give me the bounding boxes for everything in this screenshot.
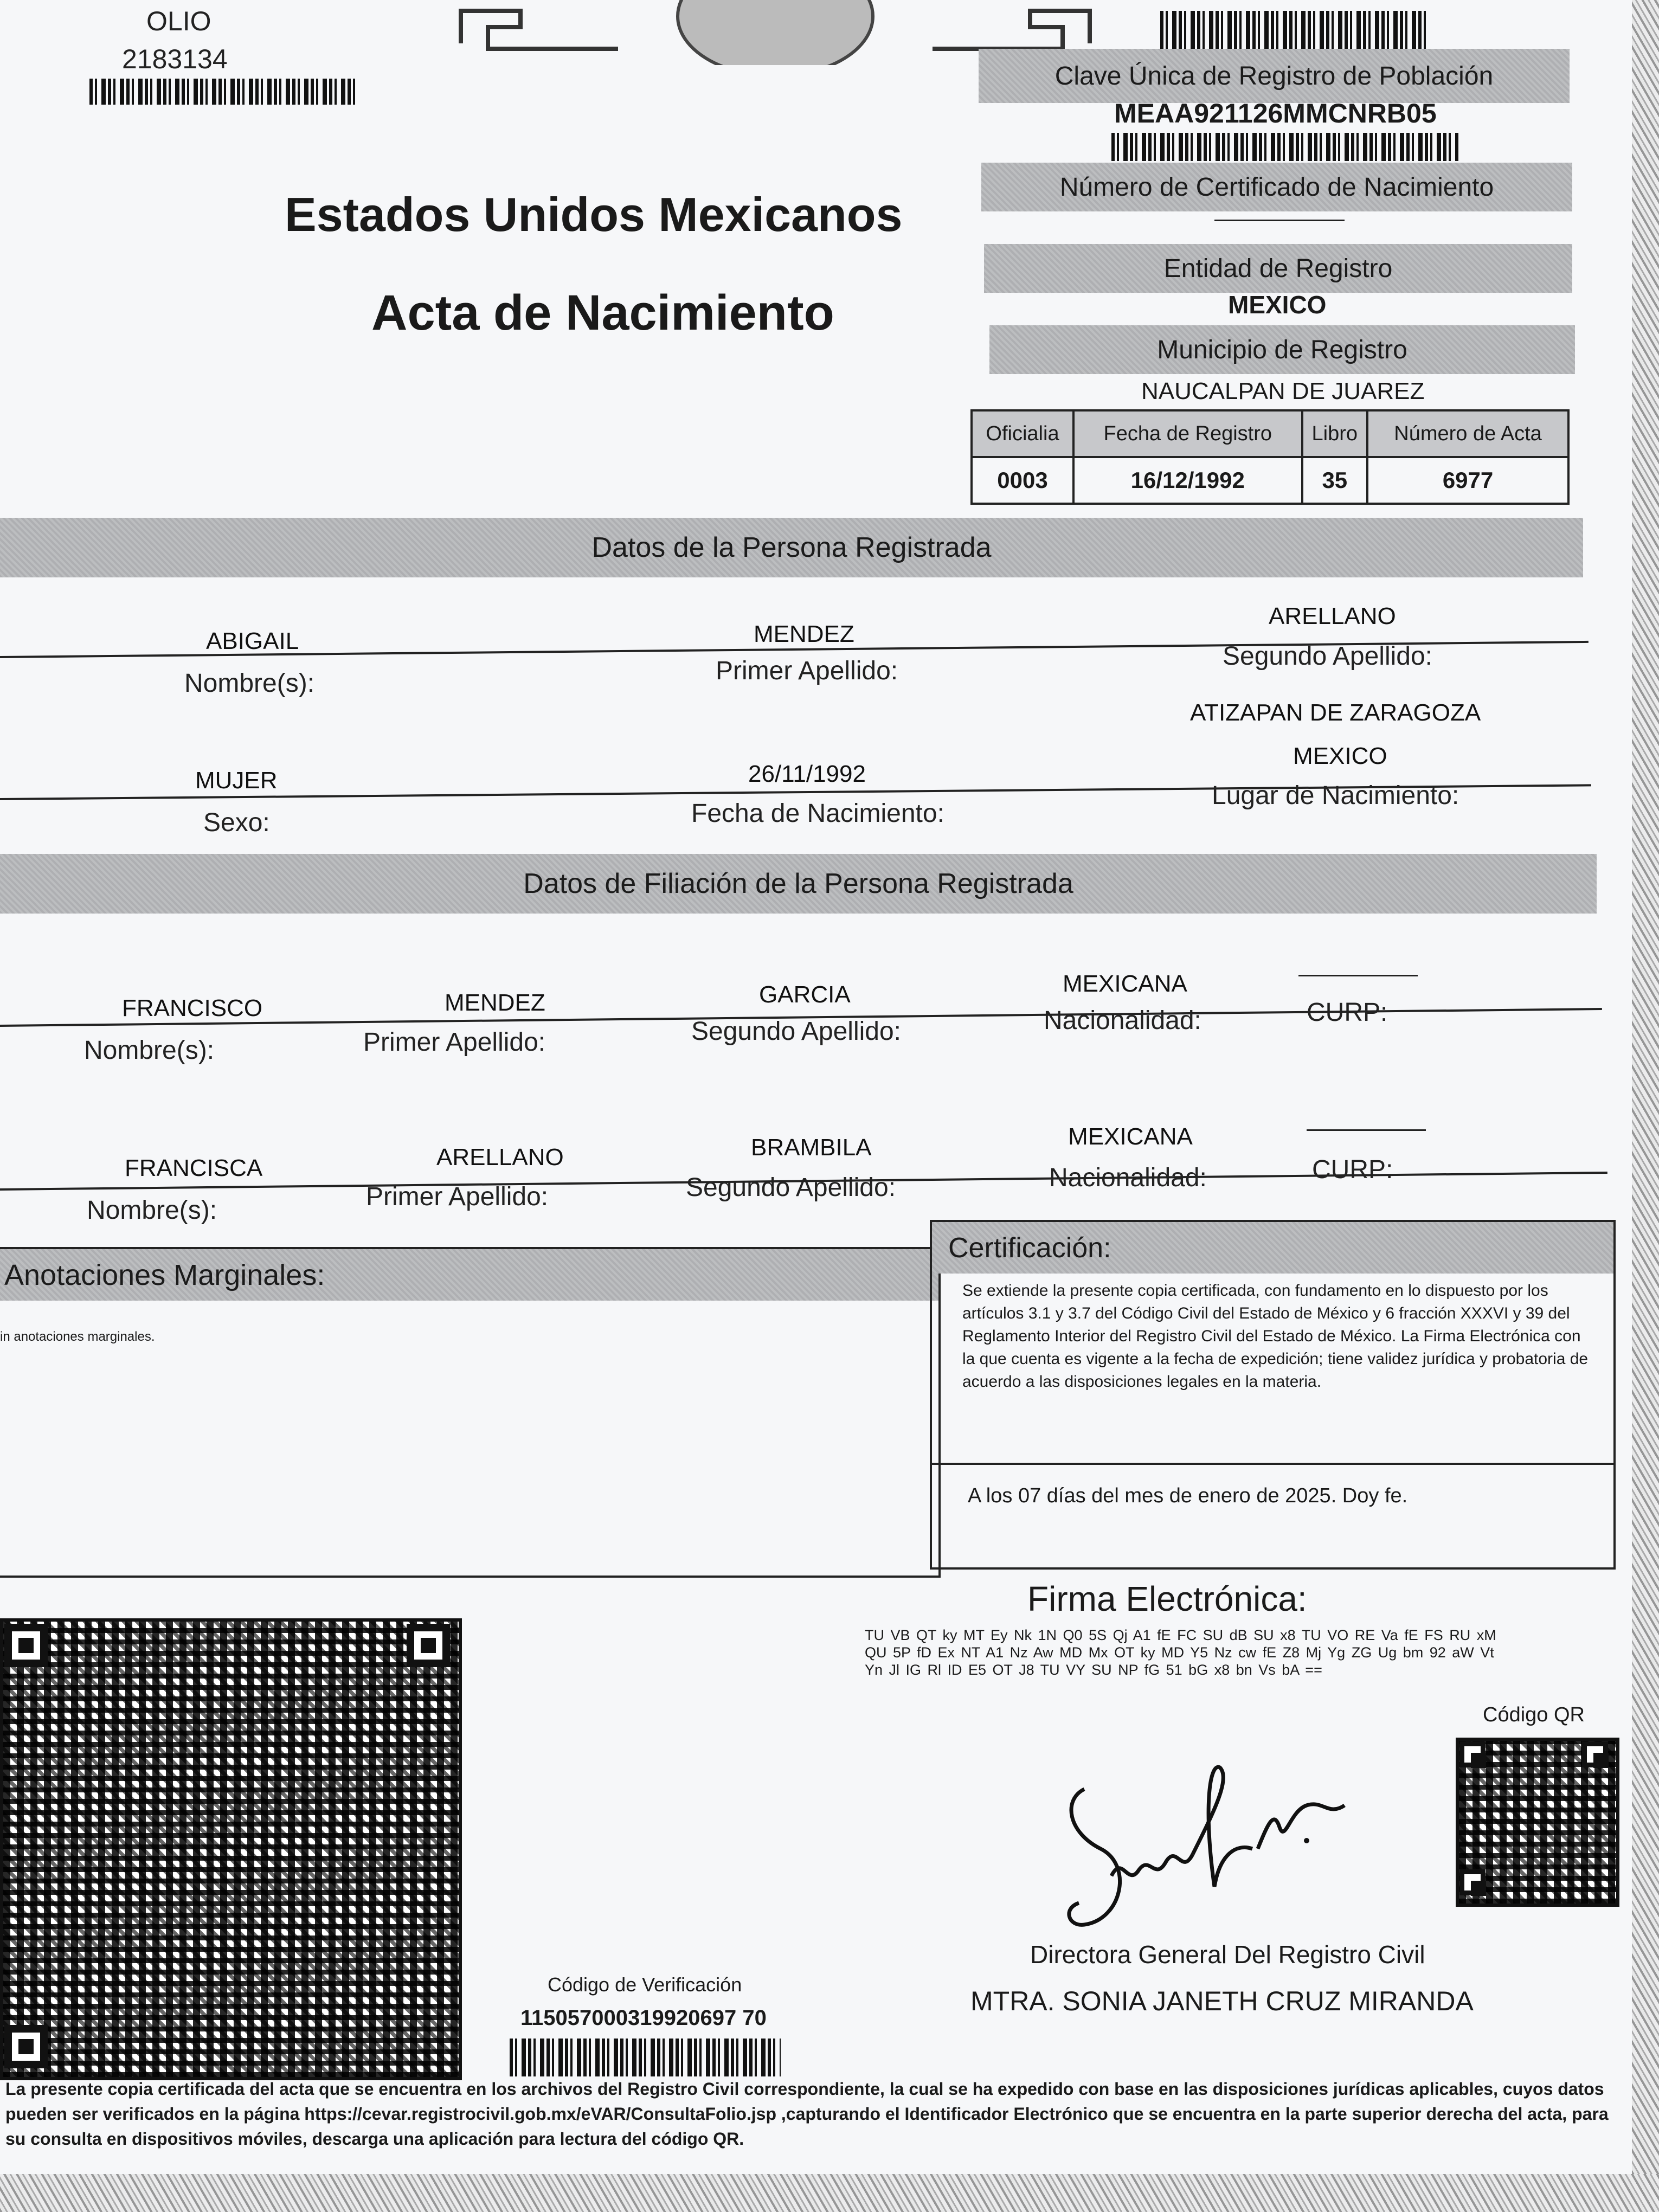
person-primer-apellido-value: MENDEZ: [754, 621, 854, 647]
person-primer-apellido-label: Primer Apellido:: [716, 657, 898, 685]
parent1-primer-value: MENDEZ: [445, 989, 545, 1016]
person-sexo-label: Sexo:: [203, 808, 270, 837]
filiation-section-band: Datos de Filiación de la Persona Registrada: [0, 854, 1597, 914]
person-section-band: Datos de la Persona Registrada: [0, 518, 1583, 577]
parent1-primer-label: Primer Apellido:: [363, 1028, 546, 1057]
numero-acta-header: Número de Acta: [1367, 410, 1568, 457]
parent1-nacionalidad-value: MEXICANA: [1063, 970, 1187, 997]
official-title: Directora General Del Registro Civil: [1030, 1940, 1425, 1969]
top-right-barcode: [1160, 11, 1426, 49]
numero-acta-value: 6977: [1367, 457, 1568, 504]
parent2-nacionalidad-value: MEXICANA: [1068, 1123, 1193, 1150]
qr-label: Código QR: [1483, 1703, 1585, 1726]
parent2-primer-value: ARELLANO: [436, 1144, 564, 1171]
oficialia-header: Oficialia: [972, 410, 1073, 457]
parent1-nombre-value: FRANCISCO: [122, 995, 263, 1021]
person-segundo-apellido-label: Segundo Apellido:: [1223, 642, 1432, 671]
parent2-nombre-value: FRANCISCA: [125, 1155, 263, 1181]
person-fecha-label: Fecha de Nacimiento:: [691, 799, 944, 828]
official-name: MTRA. SONIA JANETH CRUZ MIRANDA: [970, 1986, 1474, 2016]
certification-title-band: Certificación:: [932, 1222, 1613, 1274]
annotations-title-band: Anotaciones Marginales:: [0, 1249, 938, 1301]
parent2-segundo-value: BRAMBILA: [751, 1134, 872, 1161]
parent1-curp-label: CURP:: [1307, 998, 1388, 1027]
curp-label-band: Clave Única de Registro de Población: [979, 49, 1570, 103]
parent1-curp-blank: [1298, 975, 1418, 976]
curp-value: MEAA921126MMCNRB05: [1114, 98, 1437, 128]
footer-guilloche-pattern: [0, 2174, 1659, 2212]
person-nombre-label: Nombre(s):: [184, 669, 315, 698]
parent1-nombre-label: Nombre(s):: [84, 1036, 215, 1065]
entidad-value: MEXICO: [1228, 291, 1327, 319]
certification-date-line: A los 07 días del mes de enero de 2025. Doy fe.: [968, 1484, 1408, 1507]
person-nombre-value: ABIGAIL: [206, 628, 299, 654]
folio-number: 2183134: [122, 44, 228, 74]
municipio-label-band: Municipio de Registro: [989, 325, 1575, 374]
entidad-label-band: Entidad de Registro: [984, 244, 1572, 293]
signature-hash: TU VB QT ky MT Ey Nk 1N Q0 5S Qj A1 fE FC SU dB SU x8 TU VO RE Va fE FS RU xM QU 5P fD Ex NT A1 Nz Aw MD Mx OT ky MD Y5 Nz cw fE Z8 Mj Yg ZG Ug bm 92 aW Vt Yn Jl IG Rl ID E5 OT J8 TU VY SU NP fG 51 bG x8 bn Vs bA ==: [865, 1627, 1496, 1678]
small-qr-finder-top-right: [1582, 1741, 1608, 1767]
parent1-segundo-value: GARCIA: [759, 981, 851, 1008]
verification-code: 115057000319920697 70: [520, 2006, 767, 2030]
certification-divider: [932, 1463, 1613, 1465]
parent2-segundo-label: Segundo Apellido:: [686, 1173, 896, 1202]
person-lugar-value-2: MEXICO: [1293, 743, 1387, 769]
footer-legal-text: La presente copia certificada del acta que se encuentra en los archivos del Registro Civil correspondiente, la cual se ha expedido con base en las disposiciones jurídicas aplicables, cuyos datos pueden ser verificados en la página https://cevar.registrocivil.gob.mx/eVAR/ConsultaFolio.jsp ,capturando el Identificador Electrónico que se encuentra en la parte superior derecha del acta, para su consulta en dispositivos móviles, descarga una aplicación para lectura del código QR.: [5, 2079, 1609, 2149]
small-qr-finder-top-left: [1459, 1741, 1486, 1767]
certification-text: Se extiende la presente copia certificada, con fundamento en lo dispuesto por los artículos 3.1 y 3.7 del Código Civil del Estado de México y 6 fracción XXXVI y 39 del Reglamento Interior del Registro Civil del Estado de México. La Firma Electrónica con la que cuenta es vigente a la fecha de expedición; tiene validez jurídica y probatoria de acuerdo a las disposiciones legales en la materia.: [962, 1282, 1589, 1391]
verification-label: Código de Verificación: [548, 1973, 742, 1996]
annotations-text: in anotaciones marginales.: [0, 1329, 155, 1344]
person-lugar-value-1: ATIZAPAN DE ZARAGOZA: [1190, 699, 1481, 726]
parent1-nacionalidad-label: Nacionalidad:: [1044, 1006, 1201, 1035]
parent1-segundo-label: Segundo Apellido:: [691, 1017, 901, 1046]
country-title: Estados Unidos Mexicanos: [285, 188, 903, 241]
verification-qr-code: [0, 1618, 462, 2080]
municipio-value: NAUCALPAN DE JUAREZ: [1141, 378, 1425, 404]
handwritten-signature: [1052, 1746, 1355, 1941]
cert-number-label-band: Número de Certificado de Nacimiento: [981, 163, 1572, 211]
right-edge-guilloche-pattern: [1632, 0, 1659, 2174]
parent2-primer-label: Primer Apellido:: [366, 1182, 549, 1211]
parent2-curp-blank: [1307, 1129, 1426, 1131]
fecha-registro-value: 16/12/1992: [1073, 457, 1302, 504]
signature-title: Firma Electrónica:: [1027, 1579, 1307, 1618]
curp-barcode: [1111, 133, 1458, 161]
parent2-nombre-label: Nombre(s):: [87, 1196, 217, 1225]
folio-label: OLIO: [146, 6, 211, 36]
fecha-registro-header: Fecha de Registro: [1073, 410, 1302, 457]
person-segundo-apellido-value: ARELLANO: [1269, 603, 1396, 629]
parent2-curp-label: CURP:: [1312, 1155, 1393, 1184]
registry-table: [970, 409, 1570, 505]
oficialia-value: 0003: [972, 457, 1073, 504]
person-sexo-value: MUJER: [195, 767, 278, 794]
qr-finder-top-right: [407, 1624, 450, 1667]
qr-finder-bottom-left: [4, 2025, 48, 2068]
libro-header: Libro: [1302, 410, 1368, 457]
qr-finder-top-left: [4, 1624, 48, 1667]
document-title: Acta de Nacimiento: [371, 285, 834, 340]
libro-value: 35: [1302, 457, 1368, 504]
person-fecha-value: 26/11/1992: [748, 761, 866, 787]
cert-number-line: [1214, 220, 1345, 221]
verification-barcode: [510, 2039, 781, 2076]
person-lugar-label: Lugar de Nacimiento:: [1212, 781, 1459, 810]
parent2-nacionalidad-label: Nacionalidad:: [1049, 1163, 1207, 1192]
folio-barcode: [89, 79, 355, 105]
small-qr-finder-bottom-left: [1459, 1869, 1486, 1895]
